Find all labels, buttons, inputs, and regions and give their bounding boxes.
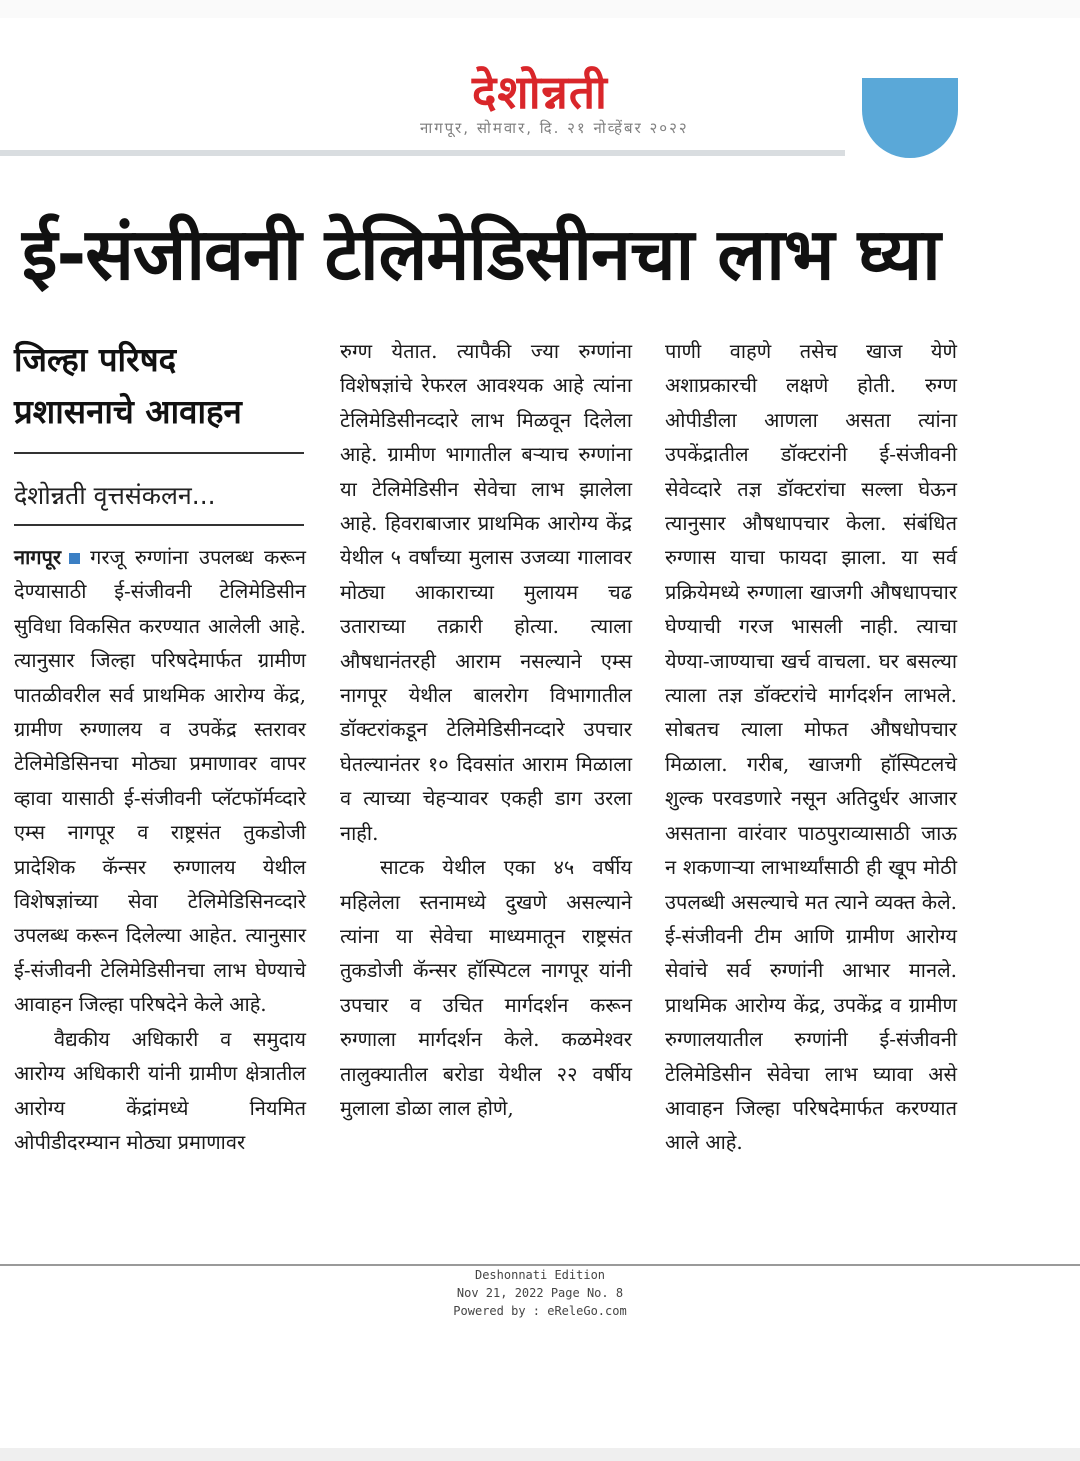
byline-divider xyxy=(14,524,304,526)
article-paragraph: साटक येथील एका ४५ वर्षीय महिलेला स्तनामध्ये दुखणे असल्याने त्यांना या सेवेचा माध्यमातून राष्ट्रसंत तुकडोजी कॅन्सर हॉस्पिटल नागपूर यांनी उपचार व उचित मार्गदर्शन करून रुग्णाला मार्गदर्शन केले. कळमेश्वर तालुक्यातील बरोडा येथील २२ वर्षीय मुलाला डोळा लाल होणे, xyxy=(340,855,632,1120)
article-column-1 xyxy=(14,540,306,1260)
newspaper-masthead: देशोन्नती xyxy=(472,65,608,119)
article-paragraph: पाणी वाहणे तसेच खाज येणे अशाप्रकारची लक्षणे होती. रुग्ण ओपीडीला आणला असता त्यांना उपकेंद्रातील डॉक्टरांनी ई-संजीवनी सेवेव्दारे तज्ञ डॉक्टरांचा सल्ला घेऊन त्यानुसार औषधापचार केला. संबंधित रुग्णास याचा फायदा झाला. या सर्व प्रक्रियेमध्ये रुग्णाला खाजगी औषधापचार घेण्याची गरज भासली नाही. त्याचा येण्या-जाण्याचा खर्च वाचला. घर बसल्या त्याला तज्ञ डॉक्टरांचे मार्गदर्शन लाभले. सोबतच त्याला मोफत औषधोपचार मिळाला. गरीब, खाजगी हॉस्पिटलचे शुल्क परवडणारे नसून अतिदुर्धर आजार असताना वारंवार पाठपुराव्यासाठी जाऊ न शकणाऱ्या लाभार्थ्यांसाठी ही खूप मोठी उपलब्धी असल्याचे मत त्याने व्यक्त केले. ई-संजीवनी टीम आणि ग्रामीण आरोग्य सेवांचे सर्व रुग्णांनी आभार मानले. प्राथमिक आरोग्य केंद्र, उपकेंद्र व ग्रामीण रुग्णालयातील रुग्णांनी ई-संजीवनी टेलिमेडिसीन सेवेचा लाभ घ्यावा असे आवाहन जिल्हा परिषदेमार्फत करण्यात आले आहे. xyxy=(665,339,957,1155)
square-bullet-icon xyxy=(69,553,80,564)
article-column-2 xyxy=(340,334,632,1260)
article-paragraph xyxy=(14,540,306,1022)
top-band xyxy=(0,0,1080,18)
paragraph-text: गरजू रुग्णांना उपलब्ध करून देण्यासाठी ई-संजीवनी टेलिमेडिसीन सुविधा विकसित करण्यात आलेली आहे. त्यानुसार जिल्हा परिषदेमार्फत ग्रामीण पातळीवरील सर्व प्राथमिक आरोग्य केंद्र, ग्रामीण रुग्णालय व उपकेंद्र स्तरावर टेलिमेडिसिनचा मोठ्या प्रमाणावर वापर व्हावा यासाठी ई-संजीवनी प्लॅटफॉर्मव्दारे एम्स नागपूर व राष्ट्रसंत तुकडोजी प्रादेशिक कॅन्सर रुग्णालय येथील विशेषज्ञांच्या सेवा टेलिमेडिसिनव्दारे उपलब्ध करून दिलेल्या आहेत. त्यानुसार ई-संजीवनी टेलिमेडिसीनचा लाभ घेण्याचे आवाहन जिल्हा परिषदेने केले आहे. xyxy=(14,545,306,1017)
footer-date-page: Nov 21, 2022 Page No. 8 xyxy=(456,1286,624,1300)
article-paragraph: वैद्यकीय अधिकारी व समुदाय आरोग्य अधिकारी यांनी ग्रामीण क्षेत्रातील आरोग्य केंद्रांमध्ये नियमित ओपीडीदरम्यान मोठ्या प्रमाणावर xyxy=(14,1026,306,1154)
dateline: नागपूर, सोमवार, दि. २१ नोव्हेंबर २०२२ xyxy=(420,119,689,137)
footer-powered-by: Powered by : eReleGo.com xyxy=(453,1304,627,1318)
footer-edition: Deshonnati Edition xyxy=(474,1268,606,1282)
subhead-line-2: प्रशासनाचे आवाहन xyxy=(14,392,242,431)
headline: ई-संजीवनी टेलिमेडिसीनचा लाभ घ्या xyxy=(22,212,940,296)
subheadline xyxy=(14,334,304,438)
bottom-band xyxy=(0,1448,1080,1461)
corner-badge-icon xyxy=(862,78,958,158)
article-column-3 xyxy=(665,334,957,1260)
subhead-divider xyxy=(14,452,304,454)
byline: देशोन्नती वृत्तसंकलन... xyxy=(14,481,216,510)
article-paragraph: रुग्ण येतात. त्यापैकी ज्या रुग्णांना विशेषज्ञांचे रेफरल आवश्यक आहे त्यांना टेलिमेडिसीनव्दारे लाभ मिळवून दिलेला आहे. ग्रामीण भागातील बऱ्याच रुग्णांना या टेलिमेडिसीन सेवेचा लाभ झालेला आहे. हिवराबाजार प्राथमिक आरोग्य केंद्र येथील ५ वर्षांच्या मुलास उजव्या गालावर मोठ्या आकाराच्या मुलायम चढ उताराच्या तक्रारी होत्या. त्याला औषधानंतरही आराम नसल्याने एम्स नागपूर येथील बालरोग विभागातील डॉक्टरांकडून टेलिमेडिसीनव्दारे उपचार घेतल्यानंतर १० दिवसांत आराम मिळाला व त्याच्या चेहऱ्यावर एकही डाग उरला नाही. xyxy=(340,339,632,845)
top-divider xyxy=(0,150,845,156)
subhead-line-1: जिल्हा परिषद xyxy=(14,340,177,379)
edition-footer xyxy=(390,1266,690,1320)
dateline-place: नागपूर xyxy=(14,545,62,569)
